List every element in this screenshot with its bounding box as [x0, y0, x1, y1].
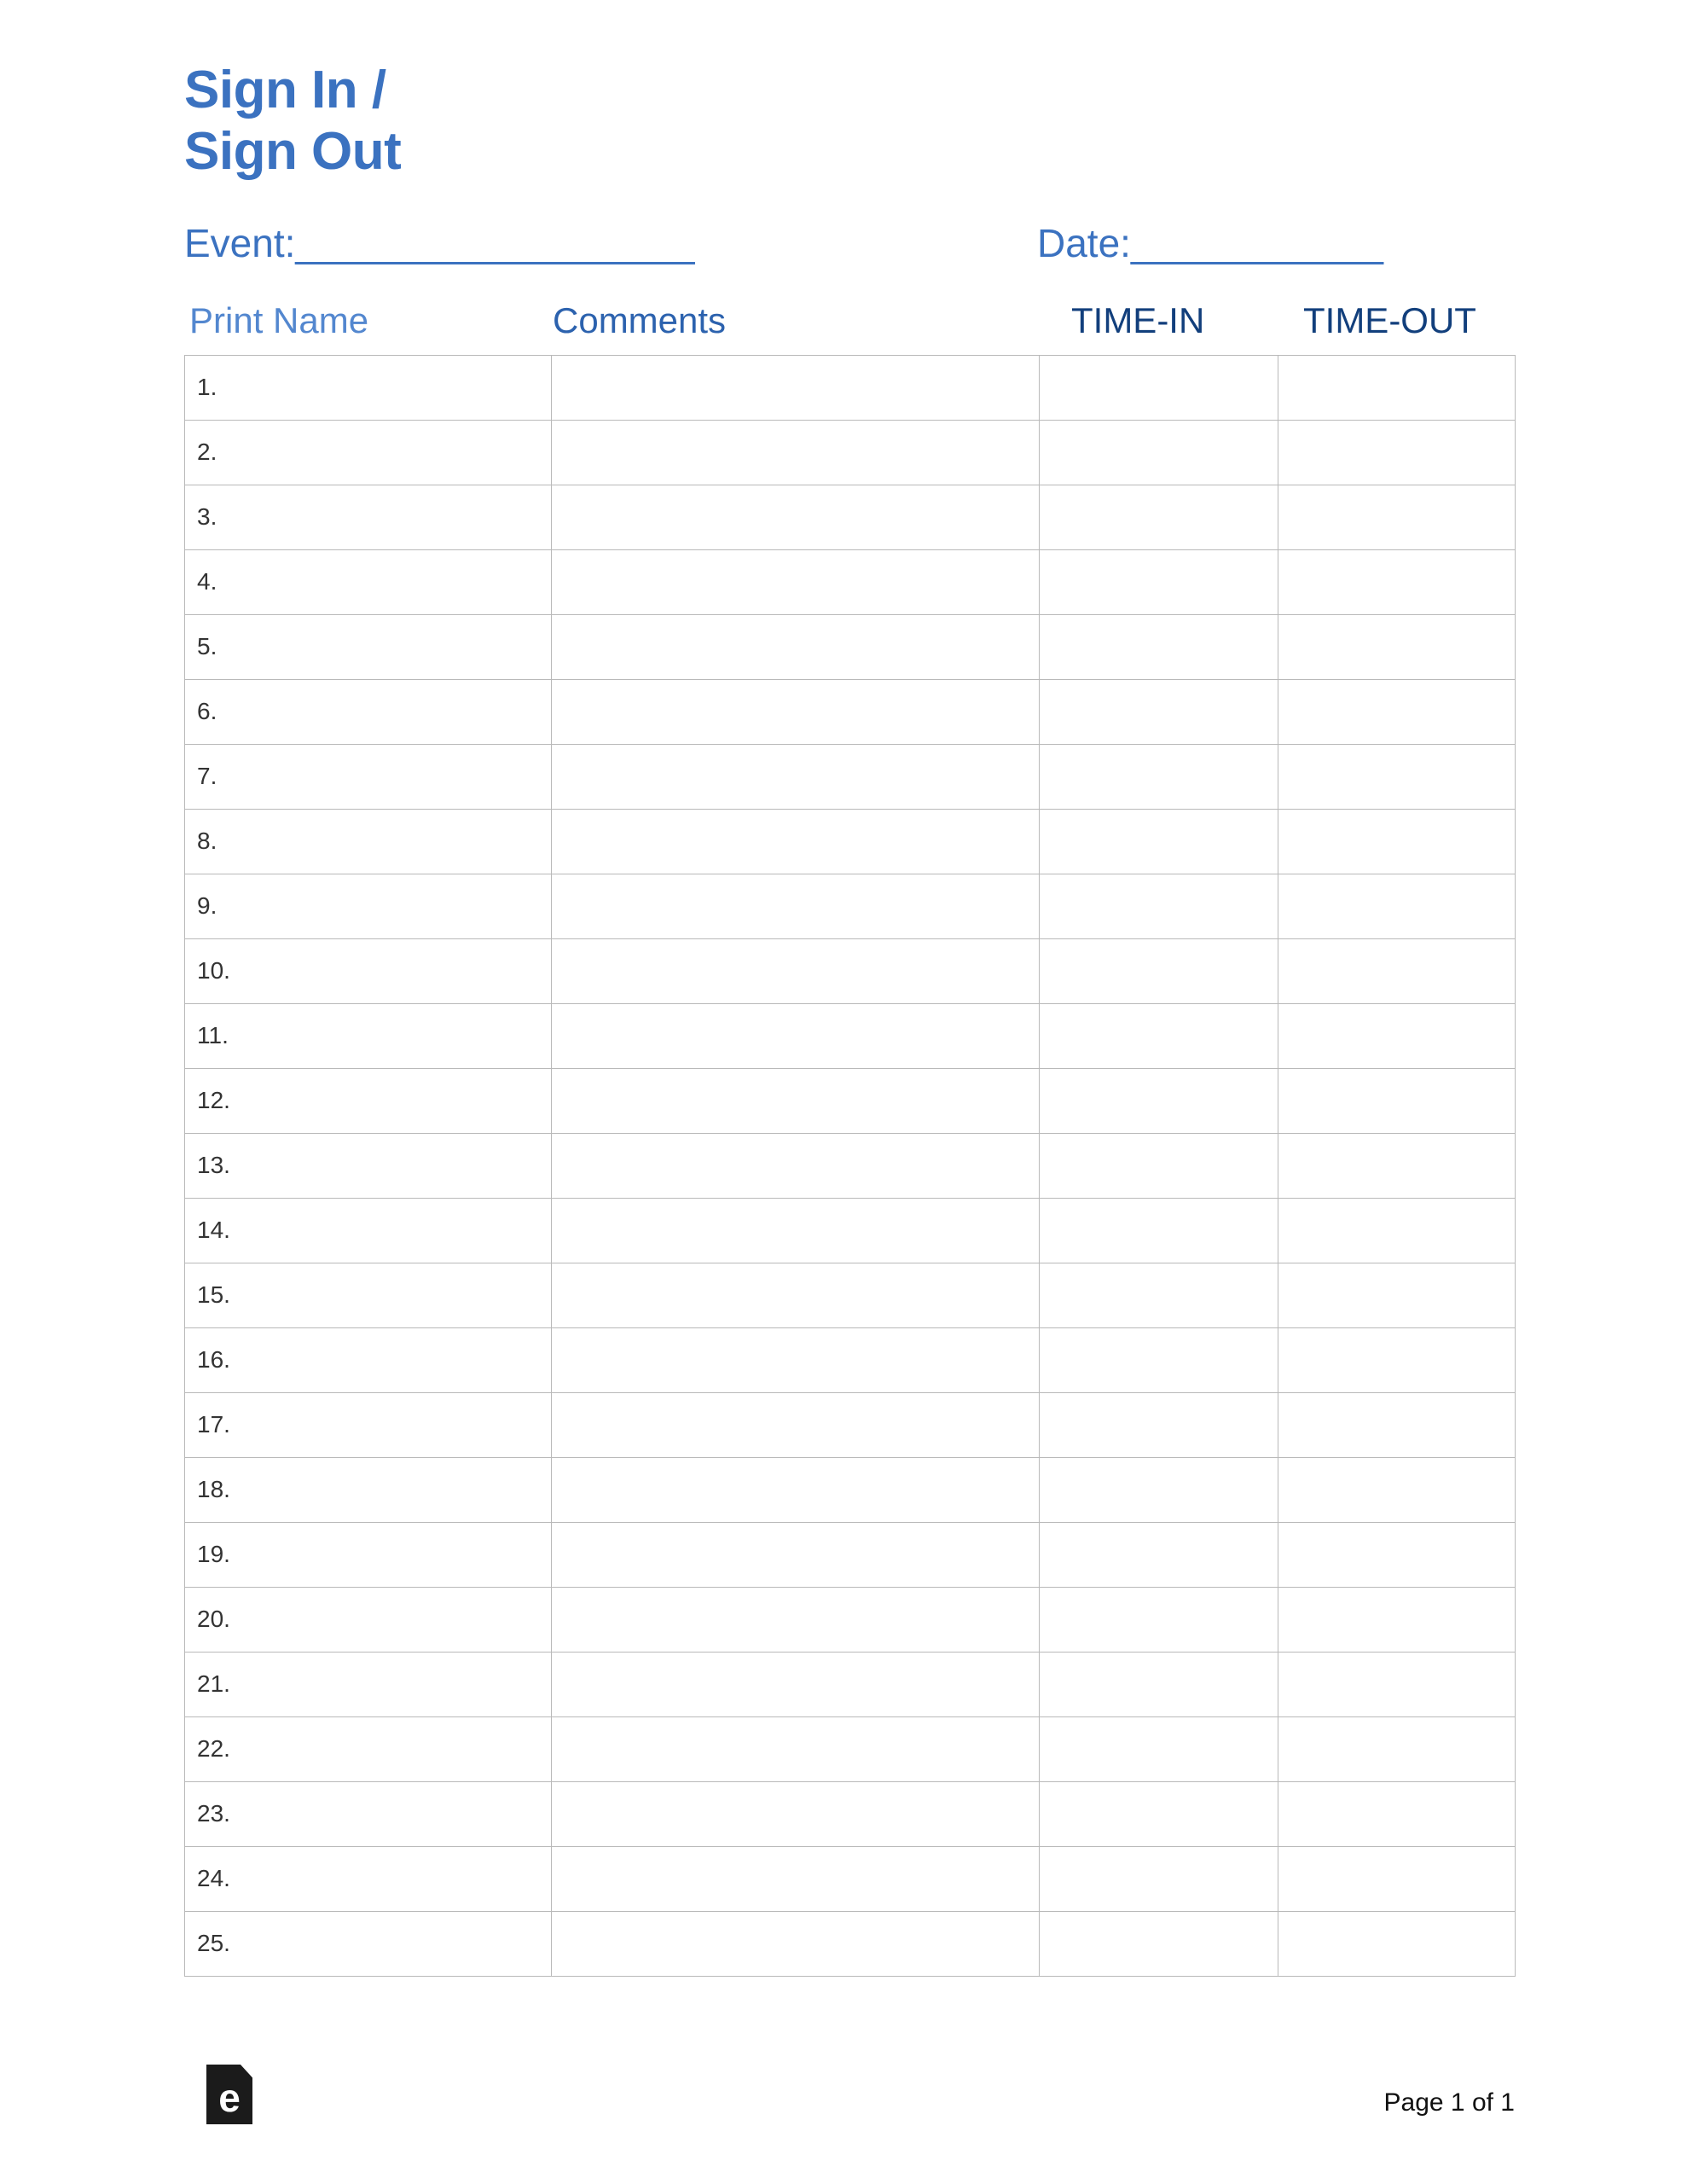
cell-time-out[interactable]: [1278, 549, 1516, 614]
date-field[interactable]: [1037, 220, 1383, 266]
cell-time-out[interactable]: [1278, 744, 1516, 809]
cell-print-name[interactable]: 17.: [185, 1392, 552, 1457]
cell-print-name[interactable]: 12.: [185, 1068, 552, 1133]
cell-comments[interactable]: [552, 1522, 1040, 1587]
brand-letter: e: [218, 2076, 241, 2120]
cell-comments[interactable]: [552, 355, 1040, 420]
table-row: [185, 679, 1516, 744]
event-label: Event:: [184, 220, 296, 265]
document-body: [184, 51, 1515, 1977]
cell-time-in[interactable]: [1040, 1587, 1278, 1652]
table-row: [185, 1327, 1516, 1392]
cell-print-name[interactable]: 2.: [185, 420, 552, 485]
cell-print-name[interactable]: 11.: [185, 1003, 552, 1068]
table-row: [185, 355, 1516, 420]
date-label: Date:: [1037, 220, 1131, 265]
cell-print-name[interactable]: 7.: [185, 744, 552, 809]
event-blank-line[interactable]: ___________________: [295, 220, 694, 265]
cell-time-in[interactable]: [1040, 1068, 1278, 1133]
table-row: [185, 1263, 1516, 1327]
cell-time-out[interactable]: [1278, 1781, 1516, 1846]
cell-comments[interactable]: [552, 1846, 1040, 1911]
table-row: [185, 1003, 1516, 1068]
cell-print-name[interactable]: 10.: [185, 938, 552, 1003]
cell-time-in[interactable]: [1040, 1133, 1278, 1198]
cell-print-name[interactable]: 23.: [185, 1781, 552, 1846]
cell-time-in[interactable]: [1040, 1392, 1278, 1457]
cell-time-in[interactable]: [1040, 1327, 1278, 1392]
cell-comments[interactable]: [552, 1003, 1040, 1068]
cell-print-name[interactable]: 25.: [185, 1911, 552, 1976]
cell-time-in[interactable]: [1040, 420, 1278, 485]
cell-time-out[interactable]: [1278, 809, 1516, 874]
cell-time-out[interactable]: [1278, 1392, 1516, 1457]
table-row: [185, 1652, 1516, 1716]
cell-time-out[interactable]: [1278, 1911, 1516, 1976]
cell-comments[interactable]: [552, 1911, 1040, 1976]
cell-print-name[interactable]: 14.: [185, 1198, 552, 1263]
cell-time-out[interactable]: [1278, 614, 1516, 679]
page-footer: [184, 2065, 1515, 2141]
cell-time-out[interactable]: [1278, 1068, 1516, 1133]
cell-time-out[interactable]: [1278, 485, 1516, 549]
cell-time-out[interactable]: [1278, 1716, 1516, 1781]
cell-time-out[interactable]: [1278, 938, 1516, 1003]
cell-print-name[interactable]: 4.: [185, 549, 552, 614]
cell-print-name[interactable]: 20.: [185, 1587, 552, 1652]
cell-time-in[interactable]: [1040, 549, 1278, 614]
table-row: [185, 1911, 1516, 1976]
column-header-print-name: Print Name: [189, 299, 369, 340]
cell-time-in[interactable]: [1040, 1716, 1278, 1781]
event-field[interactable]: [184, 220, 1037, 266]
column-header-time-in: TIME-IN: [1071, 299, 1205, 340]
cell-print-name[interactable]: 24.: [185, 1846, 552, 1911]
cell-print-name[interactable]: 5.: [185, 614, 552, 679]
table-row: [185, 614, 1516, 679]
cell-print-name[interactable]: 9.: [185, 874, 552, 938]
cell-comments[interactable]: [552, 1457, 1040, 1522]
cell-comments[interactable]: [552, 1263, 1040, 1327]
cell-print-name[interactable]: 16.: [185, 1327, 552, 1392]
cell-comments[interactable]: [552, 1652, 1040, 1716]
cell-comments[interactable]: [552, 809, 1040, 874]
table-row: [185, 1522, 1516, 1587]
cell-time-out[interactable]: [1278, 874, 1516, 938]
cell-print-name[interactable]: 21.: [185, 1652, 552, 1716]
page-title: [184, 51, 1515, 183]
cell-comments[interactable]: [552, 679, 1040, 744]
cell-time-in[interactable]: [1040, 874, 1278, 938]
table-row: [185, 809, 1516, 874]
cell-print-name[interactable]: 15.: [185, 1263, 552, 1327]
cell-time-out[interactable]: [1278, 420, 1516, 485]
table-row: [185, 1198, 1516, 1263]
cell-time-in[interactable]: [1040, 1263, 1278, 1327]
cell-comments[interactable]: [552, 1392, 1040, 1457]
cell-time-out[interactable]: [1278, 679, 1516, 744]
cell-time-in[interactable]: [1040, 1198, 1278, 1263]
table-row: [185, 549, 1516, 614]
cell-comments[interactable]: [552, 420, 1040, 485]
cell-comments[interactable]: [552, 614, 1040, 679]
cell-time-in[interactable]: [1040, 1846, 1278, 1911]
cell-time-out[interactable]: [1278, 1003, 1516, 1068]
sign-in-table: [184, 355, 1516, 1977]
cell-time-in[interactable]: [1040, 1003, 1278, 1068]
cell-comments[interactable]: [552, 1198, 1040, 1263]
cell-time-in[interactable]: [1040, 809, 1278, 874]
cell-time-out[interactable]: [1278, 355, 1516, 420]
cell-comments[interactable]: [552, 549, 1040, 614]
sign-in-table-body: [185, 355, 1516, 1976]
cell-time-in[interactable]: [1040, 355, 1278, 420]
cell-time-in[interactable]: [1040, 744, 1278, 809]
cell-comments[interactable]: [552, 874, 1040, 938]
cell-comments[interactable]: [552, 1327, 1040, 1392]
table-row: [185, 938, 1516, 1003]
date-blank-line[interactable]: ____________: [1130, 220, 1383, 265]
cell-print-name[interactable]: 8.: [185, 809, 552, 874]
page-title-line1: Sign In /: [184, 61, 386, 119]
table-row: [185, 1392, 1516, 1457]
cell-time-out[interactable]: [1278, 1587, 1516, 1652]
cell-time-out[interactable]: [1278, 1522, 1516, 1587]
cell-time-in[interactable]: [1040, 1781, 1278, 1846]
page-title-line2: Sign Out: [184, 121, 402, 181]
cell-comments[interactable]: [552, 485, 1040, 549]
table-column-headers: [184, 300, 1515, 348]
cell-comments[interactable]: [552, 1781, 1040, 1846]
cell-comments[interactable]: [552, 1587, 1040, 1652]
cell-time-in[interactable]: [1040, 679, 1278, 744]
cell-comments[interactable]: [552, 1133, 1040, 1198]
cell-print-name[interactable]: 18.: [185, 1457, 552, 1522]
cell-print-name[interactable]: 1.: [185, 355, 552, 420]
cell-time-out[interactable]: [1278, 1652, 1516, 1716]
table-row: [185, 744, 1516, 809]
table-row: [185, 1068, 1516, 1133]
table-row: [185, 420, 1516, 485]
cell-time-out[interactable]: [1278, 1457, 1516, 1522]
cell-print-name[interactable]: 19.: [185, 1522, 552, 1587]
column-header-comments: Comments: [553, 299, 727, 340]
table-row: [185, 1846, 1516, 1911]
table-row: [185, 1781, 1516, 1846]
cell-time-out[interactable]: [1278, 1133, 1516, 1198]
meta-fields-row: [184, 220, 1515, 266]
cell-comments[interactable]: [552, 744, 1040, 809]
cell-comments[interactable]: [552, 1068, 1040, 1133]
table-row: [185, 1716, 1516, 1781]
cell-print-name[interactable]: 13.: [185, 1133, 552, 1198]
cell-comments[interactable]: [552, 1716, 1040, 1781]
table-row: [185, 485, 1516, 549]
table-row: [185, 874, 1516, 938]
table-row: [185, 1457, 1516, 1522]
cell-time-in[interactable]: [1040, 614, 1278, 679]
cell-time-in[interactable]: [1040, 1522, 1278, 1587]
cell-comments[interactable]: [552, 938, 1040, 1003]
cell-print-name[interactable]: 22.: [185, 1716, 552, 1781]
cell-time-out[interactable]: [1278, 1198, 1516, 1263]
cell-time-in[interactable]: [1040, 938, 1278, 1003]
cell-time-in[interactable]: [1040, 1911, 1278, 1976]
cell-time-out[interactable]: [1278, 1327, 1516, 1392]
page-number: Page 1 of 1: [1383, 2088, 1515, 2117]
cell-time-out[interactable]: [1278, 1846, 1516, 1911]
cell-time-in[interactable]: [1040, 485, 1278, 549]
cell-time-out[interactable]: [1278, 1263, 1516, 1327]
cell-print-name[interactable]: 3.: [185, 485, 552, 549]
table-row: [185, 1133, 1516, 1198]
cell-print-name[interactable]: 6.: [185, 679, 552, 744]
document-file-icon: [206, 2065, 254, 2126]
table-row: [185, 1587, 1516, 1652]
cell-time-in[interactable]: [1040, 1652, 1278, 1716]
column-header-time-out: TIME-OUT: [1303, 299, 1476, 340]
cell-time-in[interactable]: [1040, 1457, 1278, 1522]
